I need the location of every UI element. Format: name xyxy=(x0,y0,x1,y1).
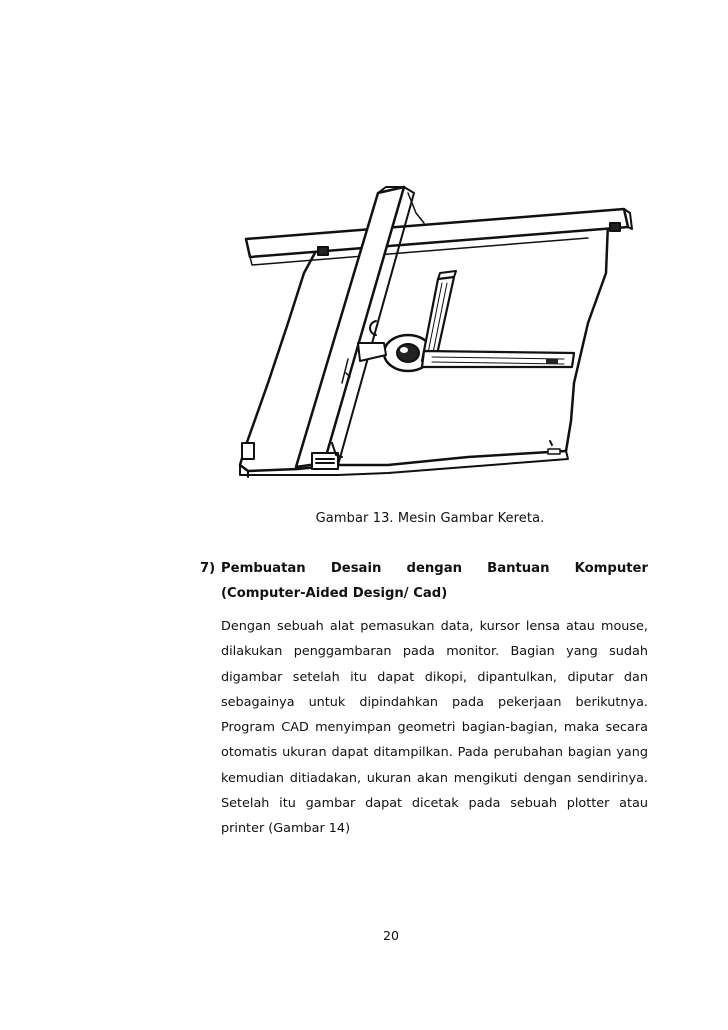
section-number: 7) xyxy=(200,561,216,576)
drafting-machine-illustration xyxy=(228,183,638,483)
figure-caption xyxy=(0,511,728,526)
section-paragraph: Dengan sebuah alat pemasukan data, kursor lensa atau mouse, dilakukan penggambaran pada monitor. Bagian yang sudah digambar setelah itu dapat dikopi, dipantulkan, diputar dan sebagainya untuk dipindahkan pada pekerjaan berikutnya. Program CAD menyimpan geometri bagian-bagian, maka secara otomatis ukuran dapat ditampilkan. Pada perubahan bagian yang kemudian ditiadakan, ukuran akan mengikuti dengan sendirinya. Setelah itu gambar dapat dicetak pada sebuah plotter atau printer (Gambar 14) xyxy=(221,619,648,837)
figure-caption-text: Gambar 13. Mesin Gambar Kereta. xyxy=(315,511,545,526)
section-heading xyxy=(200,556,648,606)
section-heading-text: Pembuatan Desain dengan Bantuan Komputer (Computer-Aided Design/ Cad) xyxy=(221,561,648,601)
page-number-text: 20 xyxy=(383,928,399,943)
page-number xyxy=(0,928,728,943)
section-7 xyxy=(200,556,648,842)
drafting-machine-figure xyxy=(228,183,638,483)
